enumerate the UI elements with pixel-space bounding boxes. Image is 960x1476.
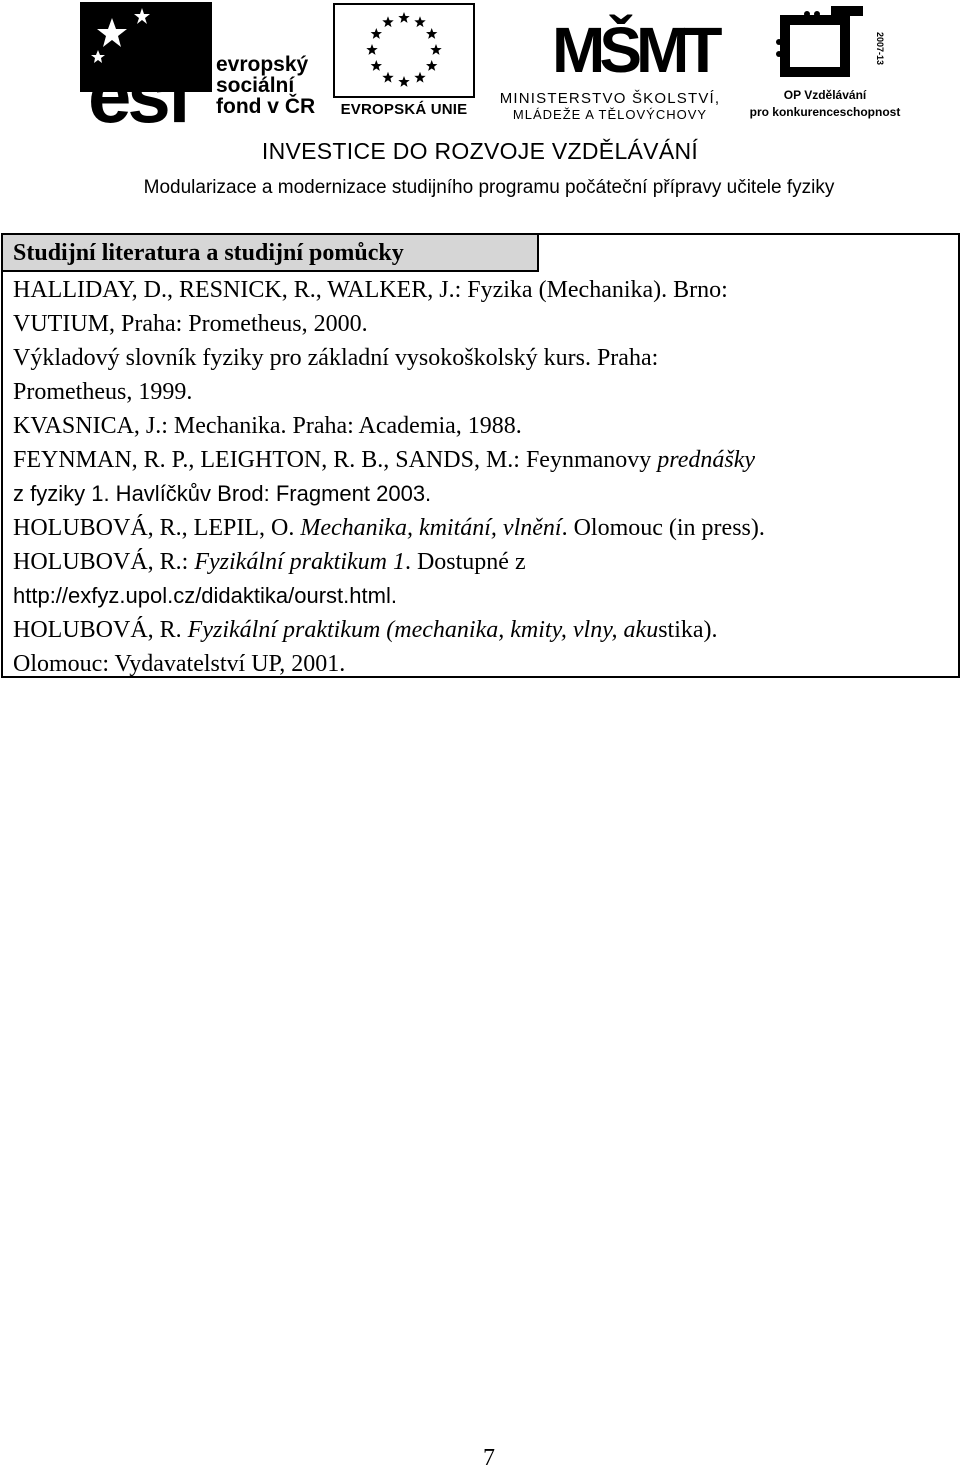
msmt-line-1: MINISTERSTVO ŠKOLSTVÍ, bbox=[499, 90, 721, 107]
op-line-2: pro konkurenceschopnost bbox=[749, 105, 901, 119]
eu-logo bbox=[333, 3, 475, 123]
literature-line bbox=[13, 307, 953, 341]
esf-line-1: evropský bbox=[216, 53, 309, 76]
literature-line bbox=[13, 341, 953, 375]
citation-text: HOLUBOVÁ, R. bbox=[13, 617, 188, 643]
esf-logo bbox=[80, 2, 330, 124]
citation-text: Výkladový slovník fyziky pro základní vysokoškolský kurs. Praha: bbox=[13, 345, 659, 371]
literature-line bbox=[13, 375, 953, 409]
op-logo bbox=[745, 2, 905, 124]
citation-text: http://exfyz.upol.cz/didaktika/ourst.html. bbox=[13, 583, 397, 608]
citation-text: . Olomouc (in press). bbox=[561, 515, 765, 541]
msmt-line-2: MLÁDEŽE A TĚLOVÝCHOVY bbox=[512, 107, 708, 122]
msmt-mark-icon bbox=[486, 2, 734, 90]
investice-heading: INVESTICE DO ROZVOJE VZDĚLÁVÁNÍ bbox=[261, 138, 699, 164]
literature-heading-cell bbox=[3, 235, 539, 272]
eu-caption: EVROPSKÁ UNIE bbox=[340, 101, 468, 118]
literature-line bbox=[13, 443, 953, 477]
citation-text: . Dostupné z bbox=[404, 549, 526, 575]
op-line-1: OP Vzdělávání bbox=[783, 88, 867, 102]
literature-line bbox=[13, 647, 953, 681]
citation-text: HALLIDAY, D., RESNICK, R., WALKER, J.: Fyzika (Mechanika). Brno: bbox=[13, 277, 728, 303]
citation-text: Prometheus, 1999. bbox=[13, 379, 193, 405]
citation-text: Olomouc: Vydavatelství UP, 2001. bbox=[13, 651, 346, 677]
literature-line bbox=[13, 409, 953, 443]
literature-line bbox=[13, 613, 953, 647]
literature-line bbox=[13, 579, 953, 613]
literature-line bbox=[13, 273, 953, 307]
citation-text: KVASNICA, J.: Mechanika. Praha: Academia, 1988. bbox=[13, 413, 522, 439]
citation-text: stika). bbox=[658, 617, 718, 643]
citation-text: HOLUBOVÁ, R.: bbox=[13, 549, 195, 575]
svg-text:MŠMT: MŠMT bbox=[552, 14, 717, 86]
svg-text:esf: esf bbox=[88, 51, 189, 124]
svg-text:2007-13: 2007-13 bbox=[875, 32, 885, 66]
literature-line bbox=[13, 545, 953, 579]
esf-wordmark bbox=[216, 54, 315, 117]
italic-title: Fyzikální praktikum (mechanika, kmity, vlny, aku bbox=[187, 617, 659, 643]
eu-flag-icon bbox=[333, 3, 475, 99]
citation-text: VUTIUM, Praha: Prometheus, 2000. bbox=[13, 311, 368, 337]
literature-heading: Studijní literatura a studijní pomůcky bbox=[13, 240, 404, 266]
italic-title: prednášky bbox=[657, 447, 756, 473]
literature-box bbox=[1, 233, 960, 678]
logo-band bbox=[0, 0, 960, 140]
op-mark-icon bbox=[745, 2, 905, 86]
literature-line bbox=[13, 477, 953, 511]
citation-text: z fyziky 1. Havlíčkův Brod: Fragment 2003. bbox=[13, 481, 432, 506]
citation-text: FEYNMAN, R. P., LEIGHTON, R. B., SANDS, M.: Feynmanovy bbox=[13, 447, 658, 473]
project-title: Modularizace a modernizace studijního programu počáteční přípravy učitele fyziky bbox=[143, 177, 835, 198]
literature-list bbox=[13, 273, 953, 681]
literature-line bbox=[13, 511, 953, 545]
italic-title: Fyzikální praktikum 1 bbox=[194, 549, 405, 575]
citation-text: HOLUBOVÁ, R., LEPIL, O. bbox=[13, 515, 301, 541]
italic-title: Mechanika, kmitání, vlnění bbox=[300, 515, 562, 541]
msmt-logo bbox=[486, 2, 734, 124]
page-number: 7 bbox=[483, 1445, 495, 1471]
esf-line-2: sociální bbox=[216, 74, 295, 97]
esf-line-3: fond v ČR bbox=[216, 95, 316, 118]
